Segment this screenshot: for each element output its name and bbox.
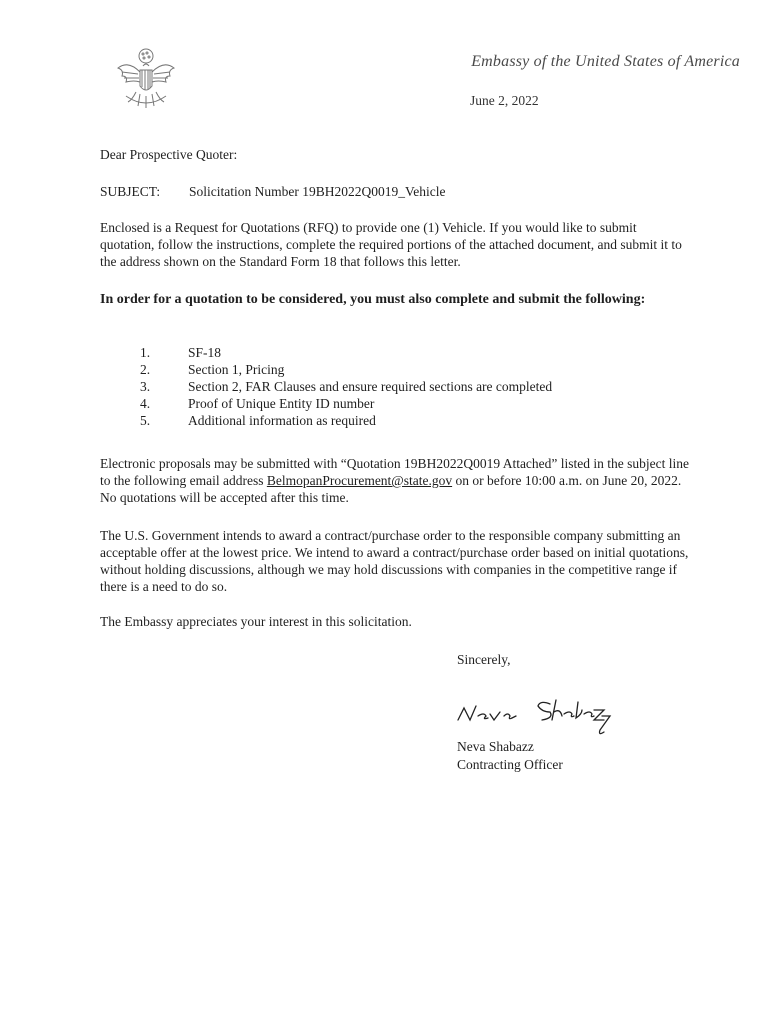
subject-text: Solicitation Number 19BH2022Q0019_Vehicle [189, 184, 446, 199]
requirements-list [140, 344, 552, 429]
list-item [140, 344, 552, 361]
signer-name: Neva Shabazz [457, 739, 534, 754]
letter-date: June 2, 2022 [470, 93, 539, 108]
subject-line [100, 183, 690, 200]
list-item-text: SF-18 [188, 345, 222, 360]
award-paragraph: The U.S. Government intends to award a contract/purchase order to the responsible company submitting an acceptable offer at the lowest price. We intend to award a contract/purchase order based on initial quotations, without holding discussions, although we may hold discussions with companies in the competitive range if there is a need to do so. [100, 528, 689, 594]
list-item-text: Additional information as required [188, 413, 376, 428]
submission-text-before: Electronic proposals may be submitted with “Quotation 19BH2022Q0019 Attached” listed in the subject line to the following email address [100, 456, 690, 488]
embassy-letterhead: Embassy of the United States of America [471, 53, 740, 70]
list-item-number: 2. [140, 362, 151, 377]
embassy-seal-icon [110, 46, 182, 118]
list-item [140, 395, 552, 412]
list-item-number: 1. [140, 345, 151, 360]
list-item-text: Section 1, Pricing [188, 362, 285, 377]
appreciation-paragraph: The Embassy appreciates your interest in this solicitation. [100, 614, 412, 629]
salutation: Dear Prospective Quoter: [100, 147, 238, 162]
list-item [140, 412, 552, 429]
handwritten-signature [452, 686, 612, 738]
list-item-number: 5. [140, 413, 151, 428]
submission-paragraph [100, 455, 690, 506]
intro-paragraph: Enclosed is a Request for Quotations (RFQ) to provide one (1) Vehicle. If you would like to submit quotation, follow the instructions, complete the required portions of the attached document, and submit it to the address shown on the Standard Form 18 that follows this letter. [100, 220, 682, 269]
signer-block [457, 738, 563, 774]
email-link[interactable]: BelmopanProcurement@state.gov [266, 473, 453, 488]
list-item-number: 3. [140, 379, 151, 394]
subject-label: SUBJECT: [100, 184, 161, 199]
list-item-text: Proof of Unique Entity ID number [188, 396, 375, 411]
list-item [140, 378, 552, 395]
list-item [140, 361, 552, 378]
requirement-heading: In order for a quotation to be considered, you must also complete and submit the following: [100, 292, 646, 307]
closing: Sincerely, [457, 652, 511, 667]
list-item-text: Section 2, FAR Clauses and ensure required sections are completed [188, 379, 553, 394]
list-item-number: 4. [140, 396, 151, 411]
signer-title: Contracting Officer [457, 757, 563, 772]
submission-text-after: on or before 10:00 a.m. on June 20, 2022. No quotations will be accepted after this time. [100, 473, 682, 505]
